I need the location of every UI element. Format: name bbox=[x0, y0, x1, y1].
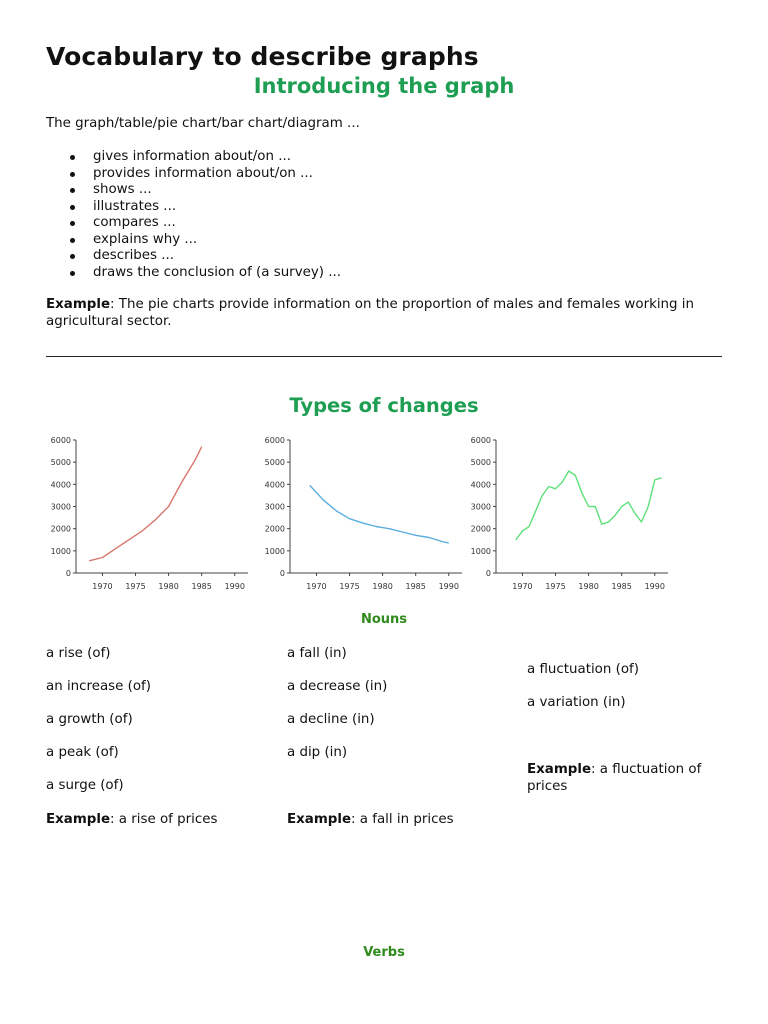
example-text: : a fall in prices bbox=[351, 812, 454, 827]
y-tick-label: 6000 bbox=[470, 436, 491, 445]
rise-example bbox=[46, 812, 217, 829]
y-tick-label: 1000 bbox=[264, 546, 285, 556]
y-tick-label: 1000 bbox=[470, 546, 491, 556]
x-tick-label: 1975 bbox=[125, 582, 146, 591]
y-tick-label: 0 bbox=[65, 569, 71, 578]
list-item: compares ... bbox=[46, 215, 726, 232]
intro-lead: The graph/table/pie chart/bar chart/diagram ... bbox=[46, 116, 360, 131]
example-label: Example bbox=[46, 297, 111, 312]
y-tick-label: 6000 bbox=[50, 436, 71, 445]
example-label: Example bbox=[287, 812, 352, 827]
divider bbox=[46, 356, 722, 357]
list-item: provides information about/on ... bbox=[46, 166, 726, 183]
noun-increase: an increase (of) bbox=[46, 679, 151, 694]
x-tick-label: 1970 bbox=[512, 582, 533, 591]
x-tick-label: 1975 bbox=[339, 582, 360, 591]
y-tick-label: 6000 bbox=[264, 436, 285, 445]
y-tick-label: 0 bbox=[485, 569, 491, 578]
x-tick-label: 1970 bbox=[92, 582, 113, 591]
y-tick-label: 1000 bbox=[50, 546, 71, 556]
section-heading-types-of-changes: Types of changes bbox=[289, 394, 479, 417]
nouns-heading: Nouns bbox=[360, 612, 408, 627]
example-text: : a rise of prices bbox=[110, 812, 218, 827]
fall-example bbox=[287, 812, 454, 829]
x-tick-label: 1985 bbox=[191, 582, 212, 591]
list-item: shows ... bbox=[46, 182, 726, 199]
x-tick-label: 1970 bbox=[306, 582, 327, 591]
y-tick-label: 5000 bbox=[470, 458, 491, 468]
x-tick-label: 1990 bbox=[644, 582, 665, 591]
noun-fluctuation: a fluctuation (of) bbox=[527, 662, 639, 677]
y-tick-label: 3000 bbox=[470, 502, 491, 512]
noun-variation: a variation (in) bbox=[527, 695, 626, 710]
y-tick-label: 2000 bbox=[50, 524, 71, 534]
y-tick-label: 5000 bbox=[50, 458, 71, 468]
y-tick-label: 3000 bbox=[50, 502, 71, 512]
noun-fall: a fall (in) bbox=[287, 646, 347, 661]
y-tick-label: 2000 bbox=[264, 524, 285, 534]
chart-rising bbox=[40, 430, 260, 600]
series-line bbox=[516, 471, 662, 540]
series-line bbox=[89, 447, 202, 561]
x-tick-label: 1980 bbox=[578, 582, 599, 591]
series-line bbox=[310, 485, 449, 543]
noun-peak: a peak (of) bbox=[46, 745, 119, 760]
chart-falling bbox=[254, 430, 474, 600]
x-tick-label: 1980 bbox=[372, 582, 393, 591]
page-title: Vocabulary to describe graphs bbox=[46, 42, 479, 71]
chart-fluctuating bbox=[460, 430, 680, 600]
list-item: gives information about/on ... bbox=[46, 149, 726, 166]
intro-bullet-list bbox=[46, 149, 726, 281]
list-item: draws the conclusion of (a survey) ... bbox=[46, 265, 726, 282]
example-text: : a fluctuation of prices bbox=[527, 762, 702, 794]
x-tick-label: 1980 bbox=[158, 582, 179, 591]
list-item: illustrates ... bbox=[46, 199, 726, 216]
y-tick-label: 5000 bbox=[264, 458, 285, 468]
noun-surge: a surge (of) bbox=[46, 778, 124, 793]
example-text: : The pie charts provide information on the proportion of males and females working in agricultural sector. bbox=[46, 297, 695, 329]
noun-rise: a rise (of) bbox=[46, 646, 111, 661]
noun-growth: a growth (of) bbox=[46, 712, 133, 727]
y-tick-label: 2000 bbox=[470, 524, 491, 534]
verbs-heading: Verbs bbox=[363, 945, 405, 960]
list-item: explains why ... bbox=[46, 232, 726, 249]
example-label: Example bbox=[527, 762, 592, 777]
noun-dip: a dip (in) bbox=[287, 745, 348, 760]
y-tick-label: 3000 bbox=[264, 502, 285, 512]
y-tick-label: 0 bbox=[279, 569, 285, 578]
y-tick-label: 4000 bbox=[470, 480, 491, 490]
x-tick-label: 1990 bbox=[438, 582, 459, 591]
x-tick-label: 1975 bbox=[545, 582, 566, 591]
intro-example bbox=[46, 297, 726, 330]
section-heading-introducing: Introducing the graph bbox=[253, 74, 515, 98]
list-item: describes ... bbox=[46, 248, 726, 265]
x-tick-label: 1985 bbox=[611, 582, 632, 591]
y-tick-label: 4000 bbox=[264, 480, 285, 490]
y-tick-label: 4000 bbox=[50, 480, 71, 490]
noun-decrease: a decrease (in) bbox=[287, 679, 388, 694]
fluct-example bbox=[527, 762, 727, 795]
x-tick-label: 1990 bbox=[224, 582, 245, 591]
noun-decline: a decline (in) bbox=[287, 712, 375, 727]
x-tick-label: 1985 bbox=[405, 582, 426, 591]
example-label: Example bbox=[46, 812, 111, 827]
